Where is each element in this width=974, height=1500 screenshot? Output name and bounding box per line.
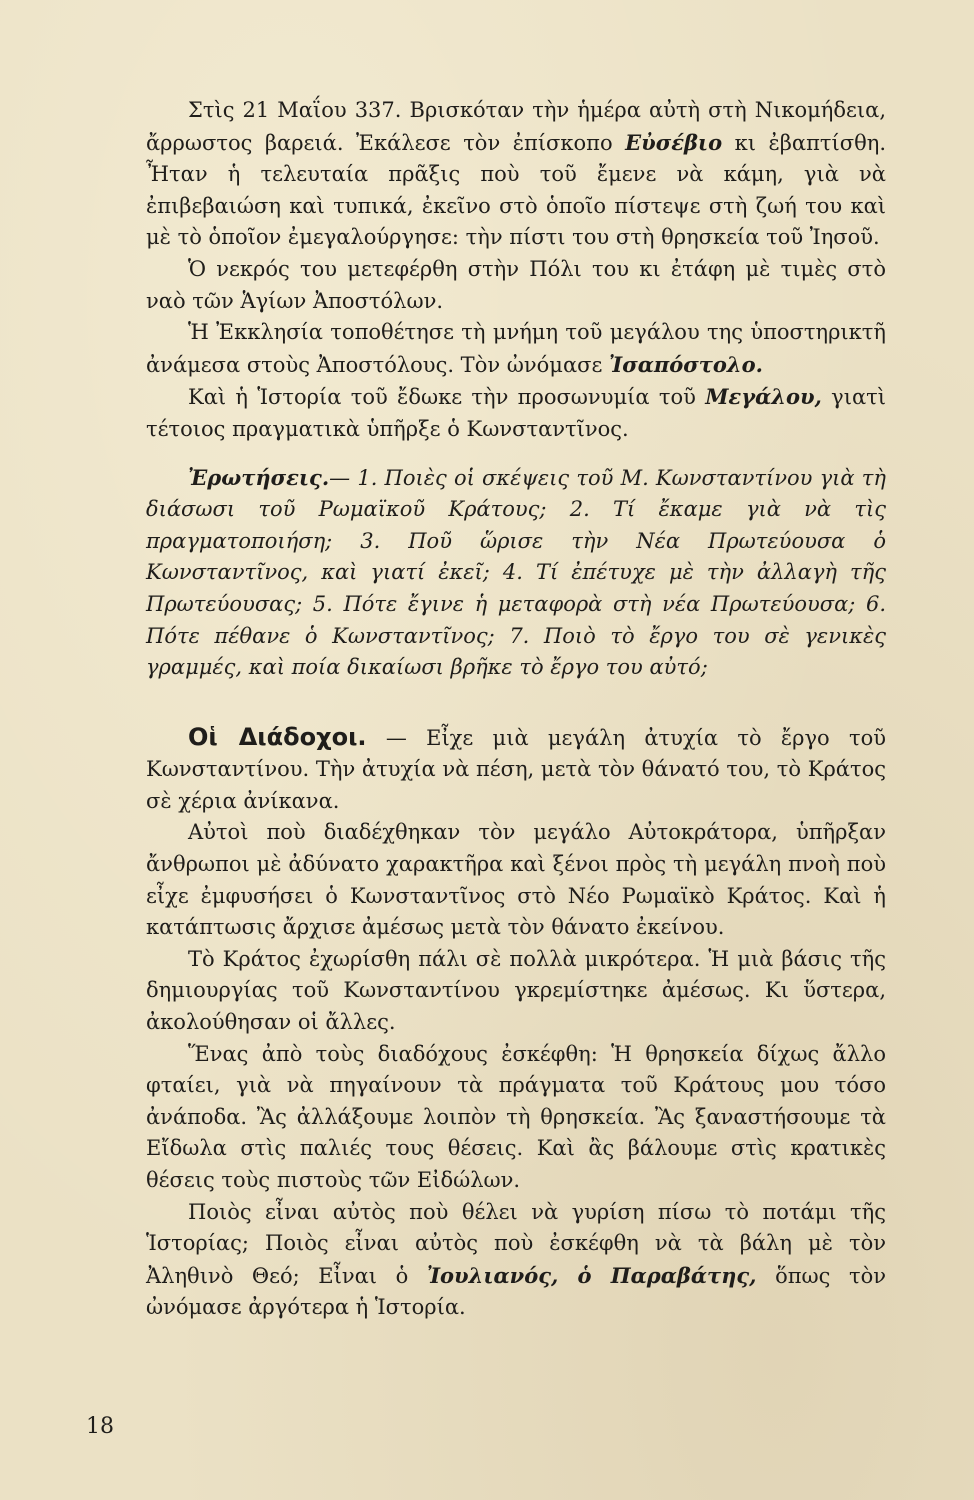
page-text (146, 95, 886, 1324)
paragraph-death (146, 95, 886, 254)
section-text-2: Αὐτοὶ ποὺ διαδέχθηκαν τὸν μεγάλο Αὐτοκράτορα, ὑπῆρξαν ἄνθρωποι μὲ ἀδύνατο χαρακτῆρα καὶ ξένοι πρὸς τὴ μεγάλη πνοὴ ποὺ εἶχε ἐμφυσήσει ὁ Κωνσταντῖνος στὸ Νέο Ρωμαϊκὸ Κράτος. Καὶ ἡ κατάπτωσις ἄρχισε ἀμέσως μετὰ τὸν θάνατο ἐκείνου. (146, 820, 886, 940)
julian-name: Ἰουλιανός, ὁ Παραβάτης, (426, 1262, 757, 1288)
section-text-5-end: ὅπως τὸν ὠνόμασε ἀργότερα ἡ Ἱστορία. (146, 1263, 886, 1320)
megalou-term: Μεγάλου, (705, 384, 822, 410)
paragraph-death-text-2: κι ἐβαπτίσθη. Ἦταν ἡ τελευταία πρᾶξις ποὺ τοῦ ἔμενε νὰ κάμη, γιὰ νὰ ἐπιβεβαιώση καὶ τυπικά, ἐκεῖνο στὸ ὁποῖο πίστεψε στὴ ζωή του καὶ μὲ τὸ ὁποῖον ἐμεγαλούργησε: τὴν πίστι του στὴ θρησκεία τοῦ Ἰησοῦ. (146, 130, 886, 250)
section-heading: Οἱ Διάδοχοι. (188, 722, 367, 751)
paragraph-church (146, 317, 886, 381)
isapostolos-term: Ἰσαπόστολο. (609, 351, 763, 377)
paragraph-history (146, 381, 886, 445)
paragraph-idols (146, 1039, 886, 1197)
paragraph-church-text: Ἡ Ἐκκλησία τοποθέτησε τὴ μνήμη τοῦ μεγάλου της ὑποστηρικτῆ ἀνάμεσα στοὺς Ἀποστόλους. Τὸν ὠνόμασε (146, 320, 886, 377)
paragraph-death-text: Στὶς 21 Μαΐου 337. Βρισκόταν τὴν ἡμέρα αὐτὴ στὴ Νικομήδεια, ἄρρωστος βαρειά. Ἐκάλεσε τὸν ἐπίσκοπο (146, 98, 886, 155)
paragraph-julian (146, 1197, 886, 1324)
paragraph-division (146, 944, 886, 1039)
paragraph-successors (146, 817, 886, 943)
paragraph-history-text: Καὶ ἡ Ἱστορία τοῦ ἔδωκε τὴν προσωνυμία τοῦ (188, 385, 696, 410)
paragraph-burial (146, 254, 886, 317)
section-text-5: Ποιὸς εἶναι αὐτὸς ποὺ θέλει νὰ γυρίση πίσω τὸ ποτάμι τῆς Ἱστορίας; Ποιὸς εἶναι αὐτὸς ποὺ ἐσκέφθη νὰ τὰ βάλη μὲ τὸν Ἀληθινὸ Θεό; Εἶναι ὁ (146, 1199, 886, 1288)
paragraph-history-text-2: γιατὶ τέτοιος πραγματικὰ ὑπῆρξε ὁ Κωνσταντῖνος. (146, 385, 886, 441)
questions-block (146, 462, 886, 684)
questions-heading: Ἐρωτήσεις. (188, 464, 330, 490)
section-text-4: Ἕνας ἀπὸ τοὺς διαδόχους ἐσκέφθη: Ἡ θρησκεία δίχως ἄλλο φταίει, γιὰ νὰ πηγαίνουν τὰ πράγματα τοῦ Κράτους μου τόσο ἀνάποδα. Ἂς ἀλλάξουμε λοιπὸν τὴ θρησκεία. Ἂς ξαναστήσουμε τὰ Εἴδωλα στὶς παλιές τους θέσεις. Καὶ ἂς βάλουμε στὶς κρατικὲς θέσεις τοὺς πιστοὺς τῶν Εἰδώλων. (146, 1041, 886, 1192)
paragraph-burial-text: Ὁ νεκρός του μετεφέρθη στὴν Πόλι του κι ἐτάφη μὲ τιμὲς στὸ ναὸ τῶν Ἁγίων Ἀποστόλων. (146, 256, 886, 313)
eusebius-name: Εὐσέβιο (625, 129, 723, 155)
section-text-1: — Εἶχε μιὰ μεγάλη ἀτυχία τὸ ἔργο τοῦ Κωνσταντίνου. Τὴν ἀτυχία νὰ πέση, μετὰ τὸν θάνατό του, τὸ Κράτος σὲ χέρια ἀνίκανα. (146, 725, 886, 813)
page-number: 18 (86, 1414, 114, 1439)
section-text-3: Τὸ Κράτος ἐχωρίσθη πάλι σὲ πολλὰ μικρότερα. Ἡ μιὰ βάσις τῆς δημιουργίας τοῦ Κωνσταντίνου γκρεμίστηκε ἀμέσως. Κι ὕστερα, ἀκολούθησαν οἱ ἄλλες. (146, 946, 886, 1035)
questions-text: — 1. Ποιὲς οἱ σκέψεις τοῦ Μ. Κωνσταντίνου γιὰ τὴ διάσωσι τοῦ Ρωμαϊκοῦ Κράτους; 2. Τί ἔκαμε γιὰ νὰ τὶς πραγματοποιήση; 3. Ποῦ ὥρισε τὴν Νέα Πρωτεύουσα ὁ Κωνσταντῖνος, καὶ γιατί ἐκεῖ; 4. Τί ἐπέτυχε μὲ τὴν ἀλλαγὴ τῆς Πρωτεύουσας; 5. Πότε ἔγινε ἡ μεταφορὰ στὴ νέα Πρωτεύουσα; 6. Πότε πέθανε ὁ Κωνσταντῖνος; 7. Ποιὸ τὸ ἔργο του σὲ γενικὲς γραμμές, καὶ ποία δικαίωσι βρῆκε τὸ ἔργο του αὐτό; (146, 465, 886, 680)
section-successors (146, 722, 886, 818)
